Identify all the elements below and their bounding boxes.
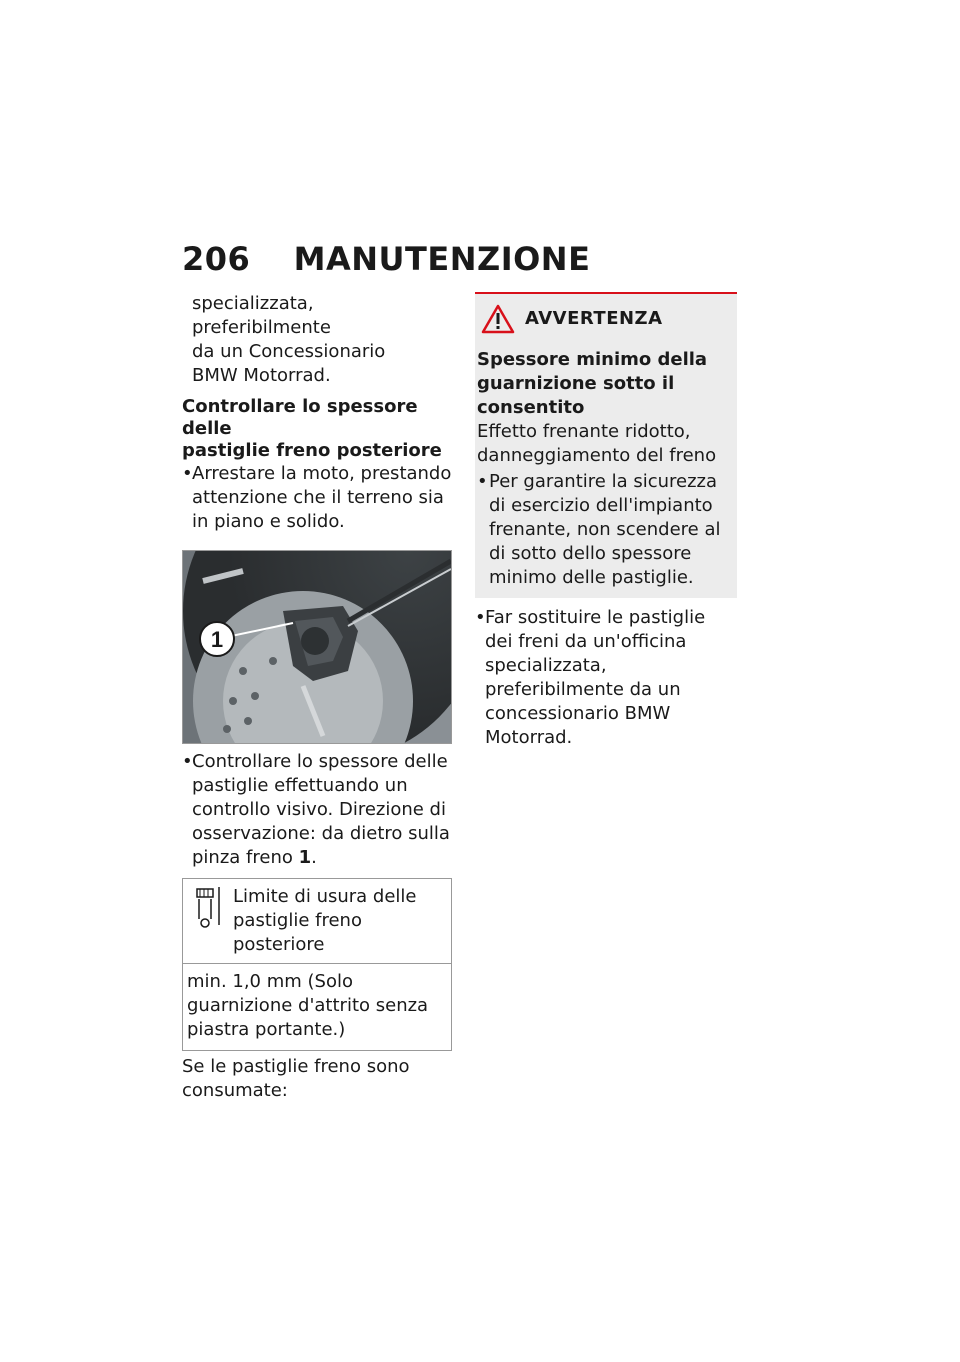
step-visual-check-end: . <box>311 847 317 868</box>
callout-reference: 1 <box>298 847 312 868</box>
left-column <box>182 292 452 1103</box>
continued-line-2: da un Concessionario <box>192 341 386 362</box>
spec-header <box>183 879 451 964</box>
spec-title: Limite di usura delle pastiglie freno posteriore <box>233 886 417 955</box>
warning-instruction: • Per garantire la sicurezza di esercizio dell'impianto frenante, non scendere al di sotto dello spessore minimo delle pastiglie. <box>477 470 729 590</box>
warning-triangle-icon <box>481 304 515 334</box>
brake-caliper-photo <box>182 550 452 744</box>
chapter-title: MANUTENZIONE <box>293 240 591 278</box>
continued-line-3: BMW Motorrad. <box>192 365 331 386</box>
right-column <box>475 292 737 750</box>
step-visual-check <box>182 750 452 870</box>
step-stop-bike: • Arrestare la moto, prestando attenzione che il terreno sia in piano e solido. <box>182 462 452 534</box>
section-title-line-1: Controllare lo spessore delle <box>182 396 418 439</box>
wear-limit-spec <box>182 878 452 1051</box>
page-header <box>182 240 590 278</box>
step-replace-pads: • Far sostituire le pastiglie dei freni da un'officina specializzata, preferibilmente da un concessionario BMW Motorrad. <box>475 606 737 750</box>
closing-text: Se le pastiglie freno sono consumate: <box>182 1056 410 1101</box>
warning-label: AVVERTENZA <box>525 308 663 329</box>
spec-value: min. 1,0 mm (Solo guarnizione d'attrito senza piastra portante.) <box>187 971 429 1040</box>
step-visual-check-text: Controllare lo spessore delle pastiglie effettuando un controllo visivo. Direzione di osservazione: da dietro sulla pinza freno <box>192 751 450 868</box>
warning-effect: Effetto frenante ridotto, danneggiamento del freno <box>477 421 717 466</box>
page-number: 206 <box>182 240 251 278</box>
section-title-line-2: pastiglie freno posteriore <box>182 440 442 461</box>
section-title <box>182 396 452 462</box>
continued-text <box>182 292 452 388</box>
continued-line-1: specializzata, preferibilmente <box>192 293 331 338</box>
photo-callout-label: 1 <box>210 627 224 652</box>
warning-box <box>475 292 737 598</box>
warning-header <box>477 304 729 334</box>
warning-subtitle: Spessore minimo della guarnizione sotto il consentito <box>477 349 708 418</box>
brake-pad-wear-icon <box>195 885 225 929</box>
